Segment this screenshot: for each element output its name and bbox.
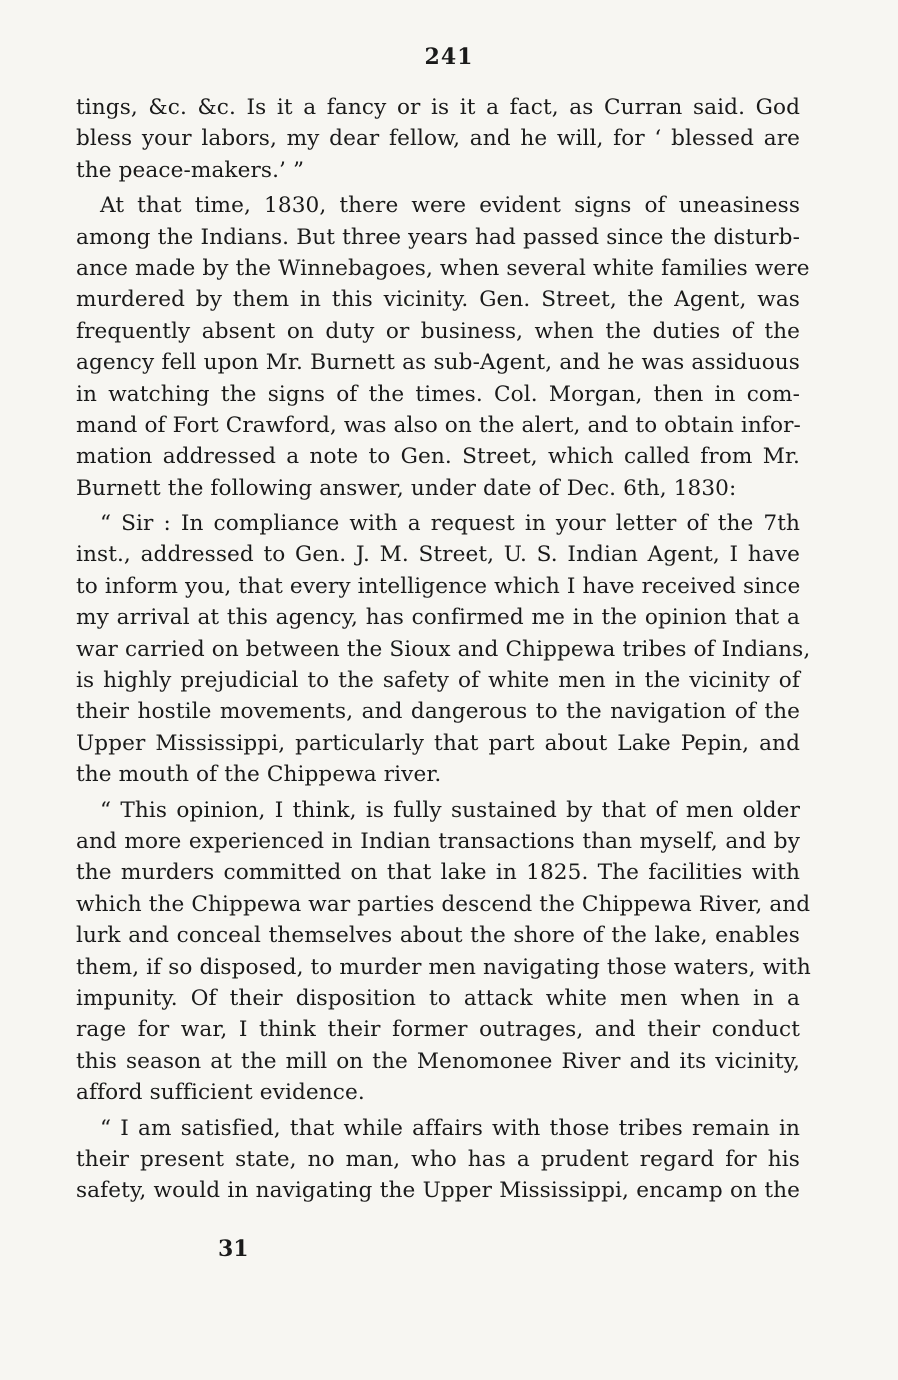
- text-line: the peace-makers.’ ”: [76, 157, 305, 183]
- text-line: At that time, 1830, there were evident signs of uneasiness: [100, 193, 800, 219]
- paragraph-3: [76, 508, 811, 791]
- text-line: “ I am satisfied, that while affairs with those tribes remain in: [100, 1115, 800, 1141]
- text-line: war carried on between the Sioux and Chippewa tribes of Indians,: [76, 636, 811, 662]
- text-line: this season at the mill on the Menomonee River and its vicinity,: [76, 1048, 800, 1074]
- text-line: safety, would in navigating the Upper Mississippi, encamp on the: [76, 1178, 800, 1204]
- text-line: is highly prejudicial to the safety of white men in the vicinity of: [76, 668, 800, 694]
- text-line: and more experienced in Indian transactions than myself, and by: [76, 828, 800, 854]
- text-line: mation addressed a note to Gen. Street, which called from Mr.: [76, 444, 800, 470]
- text-line: in watching the signs of the times. Col. Morgan, then in com-: [76, 381, 800, 407]
- page-number: 241: [424, 44, 474, 70]
- paragraph-4: [76, 795, 811, 1109]
- text-line: Upper Mississippi, particularly that part about Lake Pepin, and: [76, 730, 800, 756]
- text-line: their hostile movements, and dangerous to the navigation of the: [76, 699, 800, 725]
- text-line: tings, &c. &c. Is it a fancy or is it a fact, as Curran said. God: [76, 95, 800, 120]
- text-line: Burnett the following answer, under date of Dec. 6th, 1830:: [76, 475, 737, 501]
- body-text: [76, 92, 811, 1207]
- text-line: “ Sir : In compliance with a request in your letter of the 7th: [100, 511, 800, 537]
- text-line: impunity. Of their disposition to attack white men when in a: [76, 985, 800, 1011]
- text-line: the mouth of the Chippewa river.: [76, 762, 442, 788]
- text-line: their present state, no man, who has a prudent regard for his: [76, 1146, 800, 1172]
- text-line: to inform you, that every intelligence which I have received since: [76, 573, 801, 599]
- text-line: the murders committed on that lake in 1825. The facilities with: [76, 860, 800, 886]
- text-line: among the Indians. But three years had passed since the disturb-: [76, 224, 800, 250]
- text-line: my arrival at this agency, has confirmed me in the opinion that a: [76, 605, 800, 631]
- signature-mark: 31: [218, 1236, 249, 1262]
- paragraph-1: [76, 92, 800, 186]
- paragraph-2: [76, 190, 810, 504]
- text-line: which the Chippewa war parties descend the Chippewa River, and: [76, 891, 811, 917]
- text-line: frequently absent on duty or business, when the duties of the: [76, 318, 800, 344]
- text-line: agency fell upon Mr. Burnett as sub-Agent, and he was assiduous: [76, 350, 800, 376]
- text-line: mand of Fort Crawford, was also on the alert, and to obtain infor-: [76, 412, 801, 438]
- text-line: bless your labors, my dear fellow, and he will, for ‘ blessed are: [76, 126, 800, 152]
- text-line: lurk and conceal themselves about the shore of the lake, enables: [76, 923, 800, 949]
- paragraph-5: [76, 1113, 800, 1207]
- text-line: rage for war, I think their former outrages, and their conduct: [76, 1017, 800, 1043]
- text-line: them, if so disposed, to murder men navigating those waters, with: [76, 954, 811, 980]
- text-line: inst., addressed to Gen. J. M. Street, U. S. Indian Agent, I have: [76, 542, 800, 568]
- text-line: ance made by the Winnebagoes, when several white families were: [76, 255, 810, 281]
- text-line: afford sufficient evidence.: [76, 1080, 365, 1106]
- text-line: “ This opinion, I think, is fully sustained by that of men older: [100, 797, 800, 823]
- text-line: murdered by them in this vicinity. Gen. Street, the Agent, was: [76, 287, 800, 313]
